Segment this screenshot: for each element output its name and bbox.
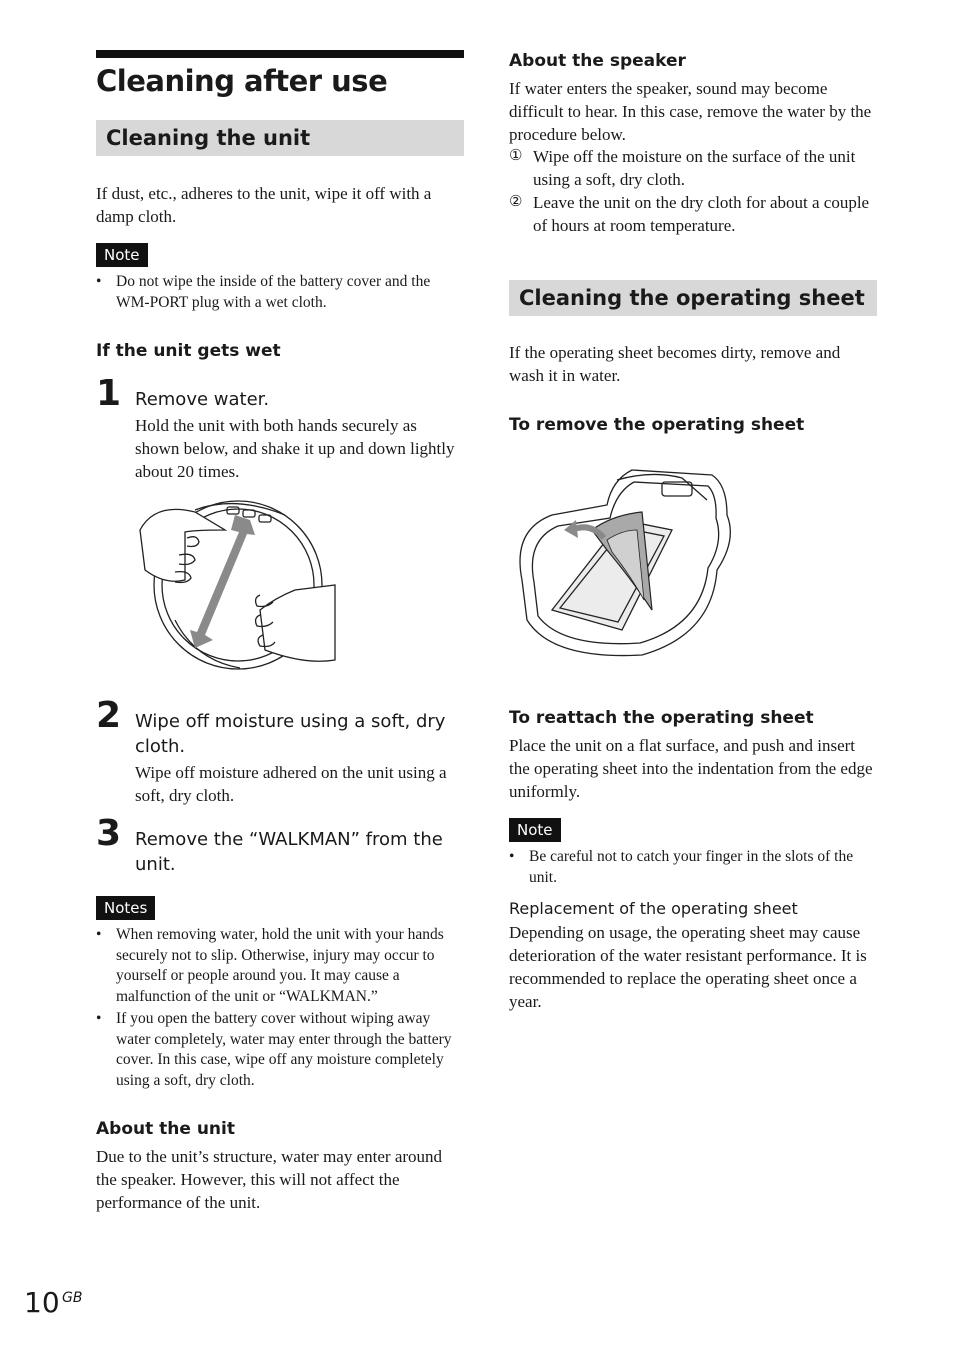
notes-item: • If you open the battery cover without wiping away water completely, water may enter through the battery cover. In this case, wipe off any moisture completely using a soft, dry cloth. [96,1009,464,1091]
about-speaker-heading: About the speaker [509,51,686,71]
note-list [96,272,464,315]
about-unit-heading: About the unit [96,1119,235,1139]
note-item: • Be careful not to catch your finger in the slots of the unit. [509,847,877,888]
speaker-step [509,145,877,191]
remove-sheet-illustration [512,460,742,665]
section-heading-cleaning-unit: Cleaning the unit [96,120,464,156]
step-1-title: Remove water. [135,389,270,410]
notes-item: • When removing water, hold the unit with your hands securely not to slip. Otherwise, injury may occur to yourself or people around you. It may cause a malfunction of the unit or “WALKMAN.” [96,925,464,1007]
speaker-step-text: Leave the unit on the dry cloth for about a couple of hours at room temperature. [533,193,870,235]
notes-list [96,925,464,1093]
notes-badge: Notes [96,896,155,920]
about-speaker-body: If water enters the speaker, sound may become difficult to hear. In this case, remove the water by the procedure below. [509,79,872,144]
page-number: 10 [24,1286,60,1319]
step-2-body: Wipe off moisture adhered on the unit using a soft, dry cloth. [135,763,447,805]
reattach-sheet-heading: To reattach the operating sheet [509,708,814,728]
title-rule [96,50,464,58]
note-item: • Do not wipe the inside of the battery cover and the WM-PORT plug with a wet cloth. [96,272,464,313]
step-1-body: Hold the unit with both hands securely as shown below, and shake it up and down lightly about 20 times. [135,416,455,481]
replacement-heading: Replacement of the operating sheet [509,899,798,918]
wet-heading: If the unit gets wet [96,341,281,361]
note-list-right [509,847,877,890]
reattach-sheet-body: Place the unit on a flat surface, and push and insert the operating sheet into the indentation from the edge uniformly. [509,736,873,801]
section-heading-operating-sheet: Cleaning the operating sheet [509,280,877,316]
note-badge-right: Note [509,818,561,842]
step-1-number: 1 [96,373,122,414]
shake-unit-illustration [135,490,340,680]
note-badge: Note [96,243,148,267]
replacement-body: Depending on usage, the operating sheet may cause deterioration of the water resistant performance. It is recommended to replace the operating sheet once a year. [509,923,867,1011]
step-circled-number: ② [509,194,523,210]
step-3-number: 3 [96,813,122,854]
speaker-steps [509,145,877,237]
speaker-step-text: Wipe off the moisture on the surface of the unit using a soft, dry cloth. [533,147,856,189]
page-language-code: GB [62,1290,83,1306]
step-circled-number: ① [509,148,523,164]
about-unit-body: Due to the unit’s structure, water may enter around the speaker. However, this will not affect the performance of the unit. [96,1147,443,1212]
step-2-number: 2 [96,695,122,736]
speaker-step [509,191,877,237]
operating-sheet-intro: If the operating sheet becomes dirty, remove and wash it in water. [509,343,841,385]
step-2-title: Wipe off moisture using a soft, dry cloth. [135,711,446,757]
step-3-title: Remove the “WALKMAN” from the unit. [135,829,443,875]
page-title: Cleaning after use [96,64,388,98]
remove-sheet-heading: To remove the operating sheet [509,415,805,435]
cleaning-unit-intro: If dust, etc., adheres to the unit, wipe it off with a damp cloth. [96,184,432,226]
